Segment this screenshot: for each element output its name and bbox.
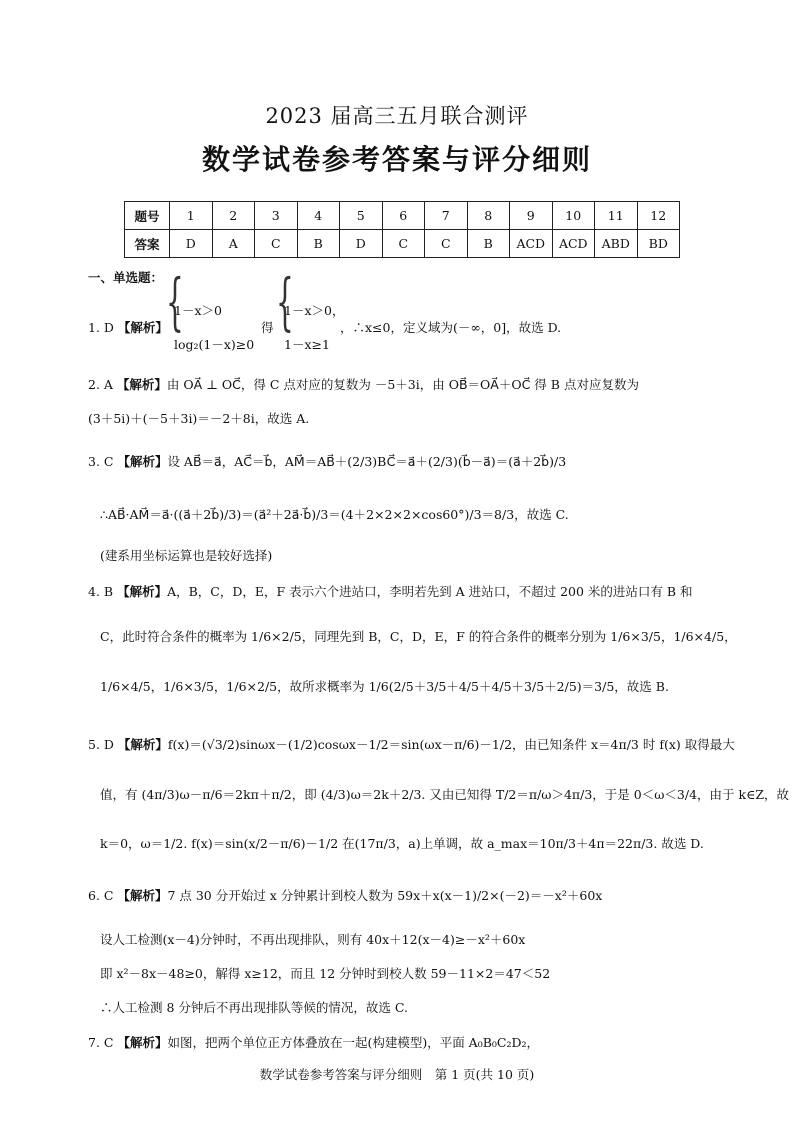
q1-conclusion: ，∴x≤0，定义域为(－∞，0]，故选 D. [340, 320, 562, 335]
q-answer: ACD [552, 230, 595, 258]
document-title: 数学试卷参考答案与评分细则 [201, 143, 592, 176]
q1-system1-line1: 1－x＞0 [174, 303, 222, 318]
q1-system2-line2: 1－x≥1 [284, 337, 330, 352]
q-number: 10 [552, 202, 595, 230]
analysis-marker: 【解析】 [116, 377, 167, 392]
q5-line3: k＝0，ω＝1/2. f(x)＝sin(x/2－π/6)－1/2 在(17π/3，a)上单调，故 a_max＝10π/3＋4π＝22π/3. 故选 D. [100, 836, 704, 851]
analysis-marker: 【解析】 [117, 454, 168, 469]
q-number: 5 [340, 202, 383, 230]
section-heading: 一、单选题： [88, 270, 164, 285]
q3-line1: 3. C 【解析】设 AB⃗＝a⃗，AC⃗＝b⃗，AM⃗＝AB⃗＋(2/3)BC⃗＝a⃗＋(2/3)(b⃗－a⃗)＝(a⃗＋2b⃗)/3 [88, 454, 567, 469]
q-number: 8 [467, 202, 510, 230]
analysis-marker: 【解析】 [117, 320, 168, 335]
q-answer: C [425, 230, 468, 258]
q-number: 3 [255, 202, 298, 230]
q-answer: B [467, 230, 510, 258]
q6-line4: ∴人工检测 8 分钟后不再出现排队等候的情况，故选 C. [100, 1000, 408, 1015]
q-answer: B [297, 230, 340, 258]
q6-line3: 即 x²－8x－48≥0，解得 x≥12，而且 12 分钟时到校人数 59－11×2＝47＜52 [100, 966, 551, 981]
q1-de: 得 [261, 320, 274, 335]
left-brace: { [276, 265, 294, 338]
analysis-marker: 【解析】 [117, 737, 168, 752]
q1-lead: 1. D 【解析】 [88, 320, 168, 335]
q-answer: D [340, 230, 383, 258]
q5-line2: 值，有 (4π/3)ω－π/6＝2kπ＋π/2，即 (4/3)ω＝2k＋2/3. 又由已知得 T/2＝π/ω＞4π/3，于是 0＜ω＜3/4，由于 k∈Z，故 [100, 787, 790, 802]
left-brace: { [166, 265, 184, 338]
q6-line1: 6. C 【解析】7 点 30 分开始过 x 分钟累计到校人数为 59x＋x(x－1)/2×(－2)＝－x²＋60x [88, 888, 603, 903]
q7-line1: 7. C 【解析】如图，把两个单位正方体叠放在一起(构建模型)，平面 A₀B₀C₂D₂， [88, 1035, 540, 1050]
q-answer: C [255, 230, 298, 258]
q3-line2: ∴AB⃗·AM⃗＝a⃗·((a⃗＋2b⃗)/3)＝(a⃗²＋2a⃗·b⃗)/3＝(4＋2×2×2×cos60°)/3＝8/3，故选 C. [100, 507, 569, 522]
q-number: 9 [510, 202, 553, 230]
page-footer: 数学试卷参考答案与评分细则 第 1 页(共 10 页) [259, 1067, 535, 1082]
answer-table-number-row [125, 202, 680, 230]
exam-title: 2023 届高三五月联合测评 [265, 104, 529, 128]
analysis-marker: 【解析】 [117, 1035, 168, 1050]
q2-line2: (3＋5i)＋(－5＋3i)＝－2＋8i，故选 A. [88, 411, 310, 426]
answer-table [124, 201, 680, 258]
q4-line3: 1/6×4/5，1/6×3/5，1/6×2/5，故所求概率为 1/6(2/5＋3/5＋4/5＋4/5＋3/5＋2/5)＝3/5，故选 B. [100, 679, 669, 694]
q-number: 7 [425, 202, 468, 230]
q-number: 4 [297, 202, 340, 230]
q-answer: A [212, 230, 255, 258]
q-number: 6 [382, 202, 425, 230]
q-answer: D [170, 230, 213, 258]
q4-line2: C，此时符合条件的概率为 1/6×2/5，同理先到 B，C，D，E，F 的符合条件的概率分别为 1/6×3/5，1/6×4/5， [100, 629, 737, 644]
q-number: 11 [595, 202, 638, 230]
q6-line2: 设人工检测(x－4)分钟时，不再出现排队，则有 40x＋12(x－4)≥－x²＋60x [100, 932, 526, 947]
answer-table-answer-row [125, 230, 680, 258]
q-answer: ABD [595, 230, 638, 258]
q4-line1: 4. B 【解析】A，B，C，D，E，F 表示六个进站口，李明若先到 A 进站口，不超过 200 米的进站口有 B 和 [88, 584, 693, 599]
analysis-marker: 【解析】 [117, 888, 168, 903]
q1-system1-line2: log₂(1－x)≥0 [174, 337, 255, 352]
q-number: 2 [212, 202, 255, 230]
analysis-marker: 【解析】 [117, 584, 168, 599]
q-number: 12 [637, 202, 680, 230]
row-label-answer: 答案 [125, 230, 170, 258]
row-label-number: 题号 [125, 202, 170, 230]
q2-line1: 2. A 【解析】由 OA⃗ ⊥ OC⃗，得 C 点对应的复数为 －5＋3i，由 OB⃗＝OA⃗＋OC⃗ 得 B 点对应复数为 [88, 377, 639, 392]
q-number: 1 [170, 202, 213, 230]
q-answer: ACD [510, 230, 553, 258]
q-answer: BD [637, 230, 680, 258]
q5-line1: 5. D 【解析】f(x)＝(√3/2)sinωx－(1/2)cosωx－1/2＝sin(ωx－π/6)－1/2，由已知条件 x＝4π/3 时 f(x) 取得最大 [88, 737, 735, 752]
q1-system2-line1: 1－x＞0， [284, 303, 345, 318]
q3-note: (建系用坐标运算也是较好选择) [100, 548, 273, 563]
q-answer: C [382, 230, 425, 258]
